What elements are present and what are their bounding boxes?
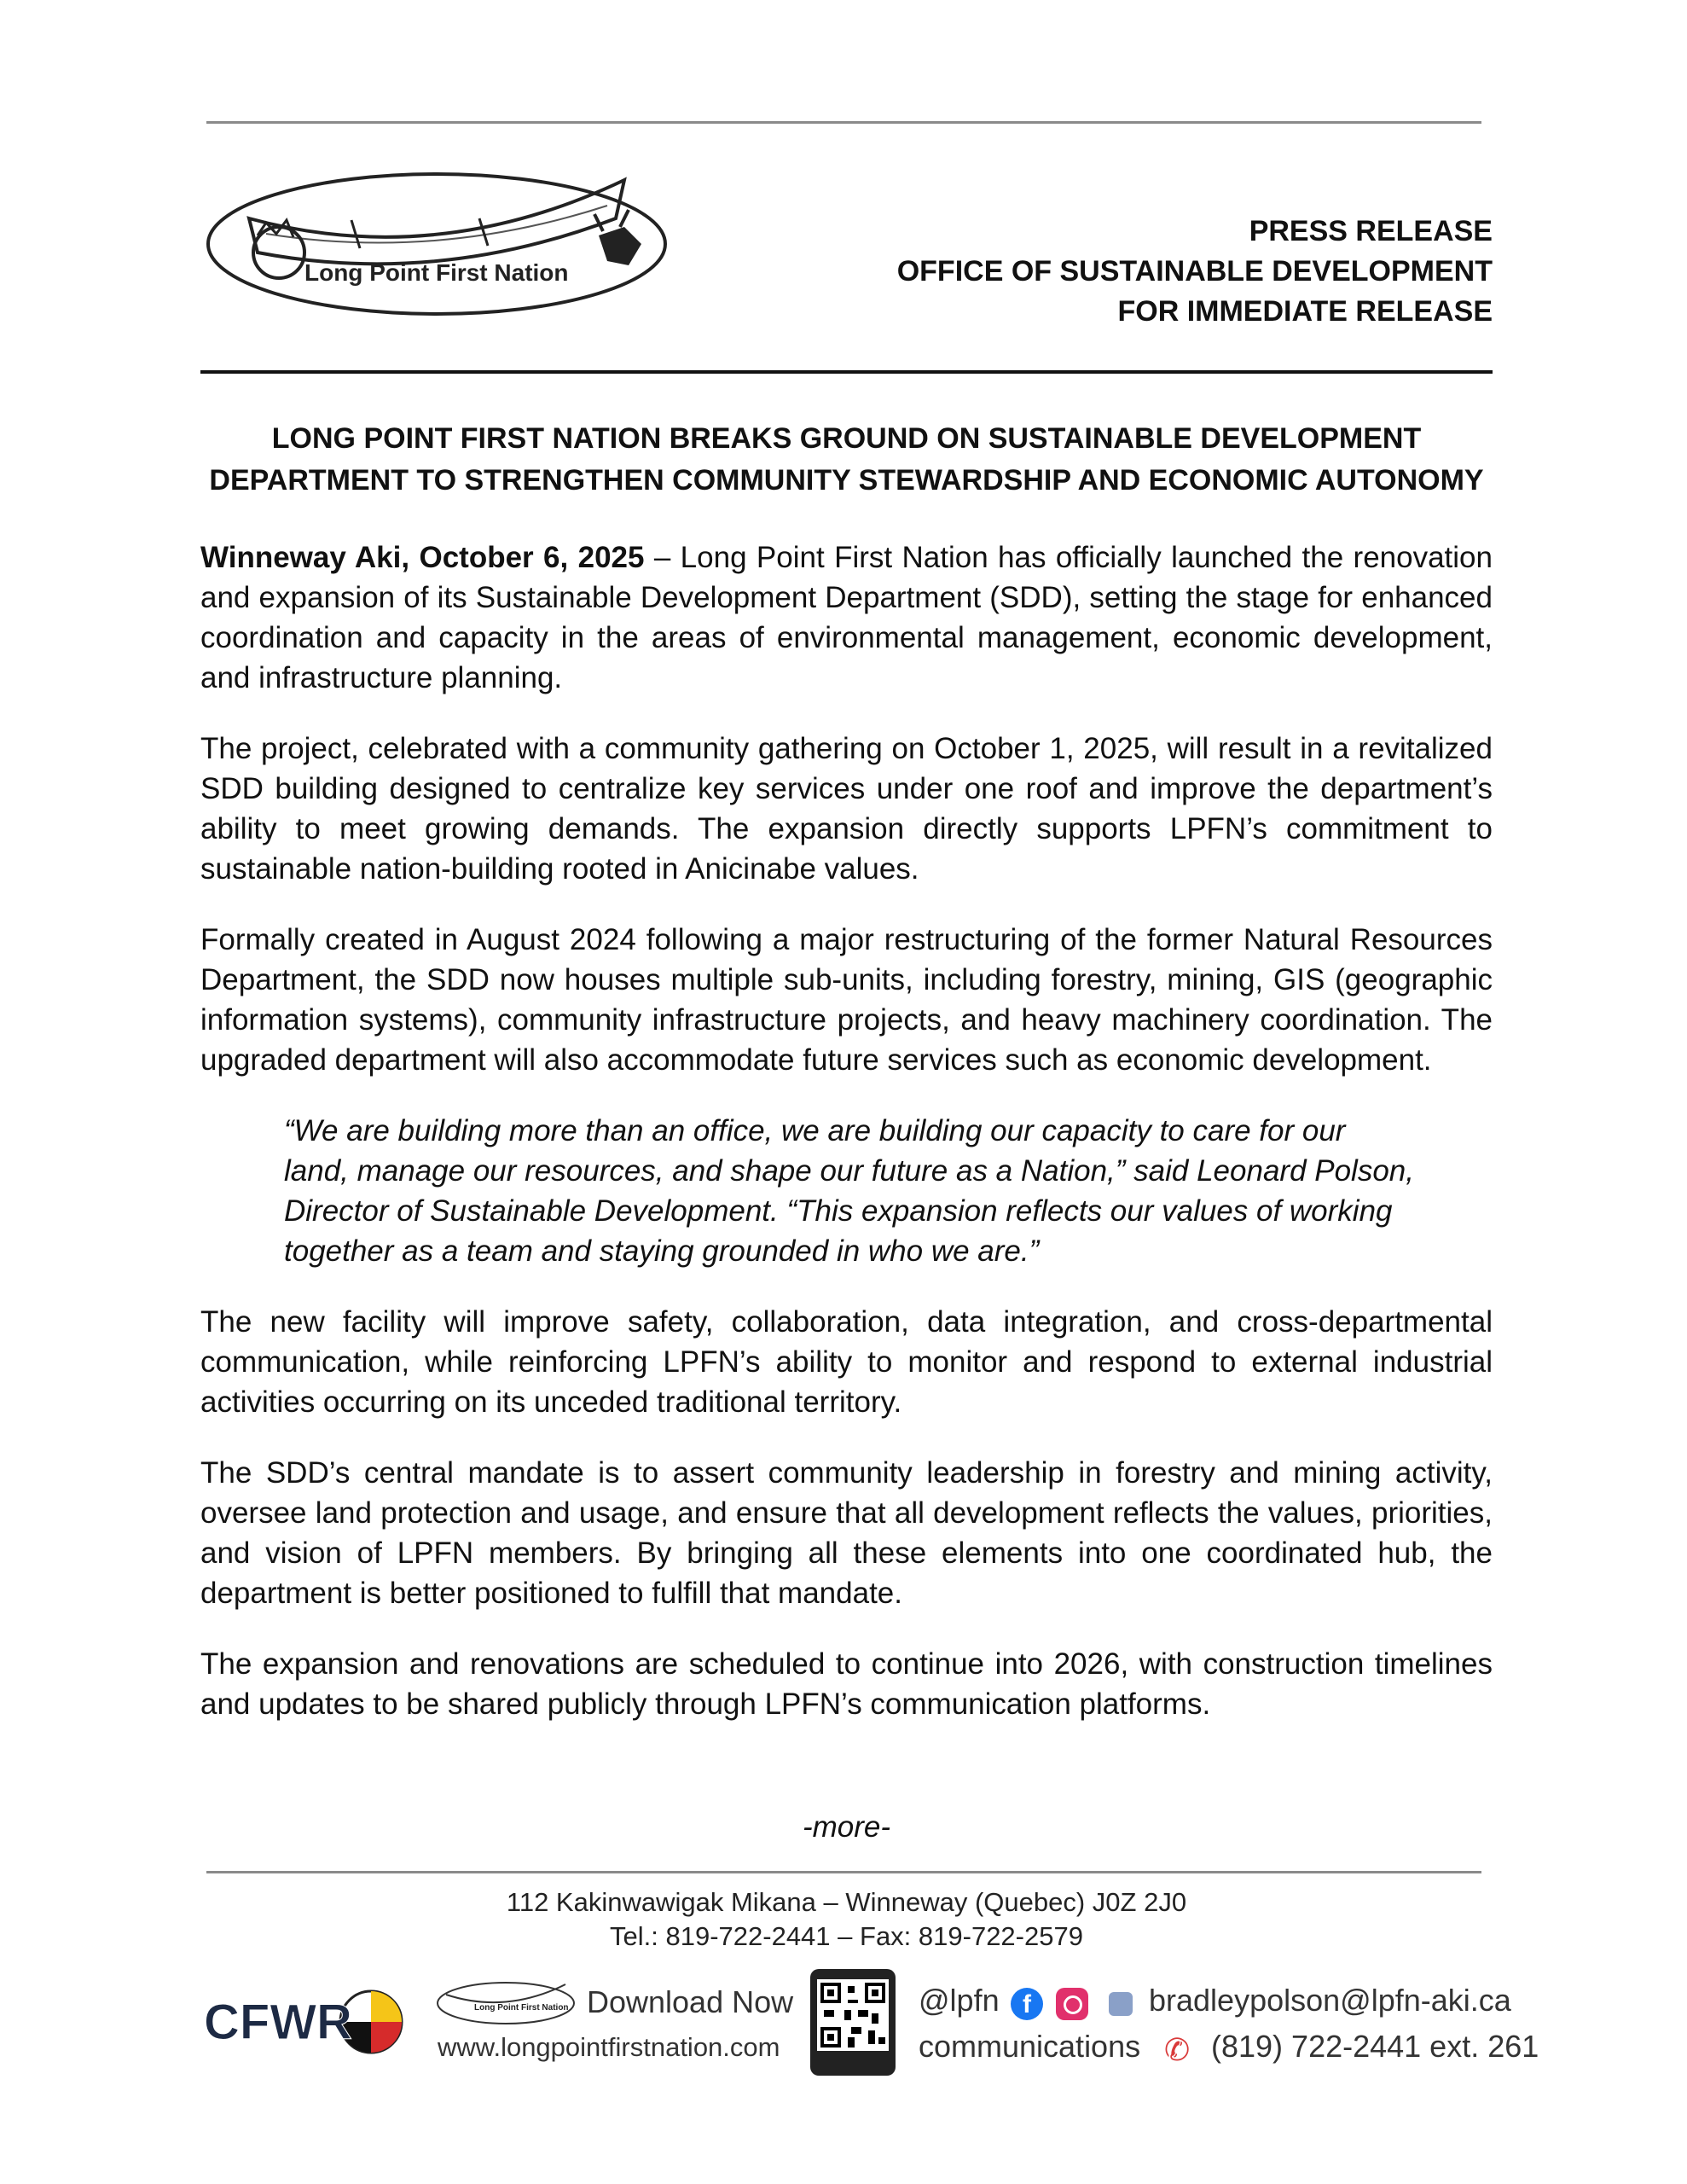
cfwr-logo-graphic — [200, 1979, 414, 2065]
footer-divider — [206, 1871, 1481, 1873]
mini-canoe-logo — [433, 1976, 578, 2027]
download-now-link[interactable]: Download Now — [587, 1984, 794, 2019]
paragraph-1-text: – Long Point First Nation has officially launched the renovation and expansion of its Sustainable Development Department (SDD), setting the stage for enhanced coordination and capacity in the areas of environmental management, economic development, and infrastructure planning. — [200, 541, 1493, 694]
cfwr-text: CFWR — [204, 1995, 352, 2050]
office-label: OFFICE OF SUSTAINABLE DEVELOPMENT — [896, 255, 1493, 288]
mini-canoe-graphic — [433, 1976, 578, 2027]
footer-address-block — [200, 1885, 1493, 1954]
footer-band — [200, 1969, 1539, 2080]
address: 112 Kakinwawigak Mikana – Winneway (Quebec) J0Z 2J0 — [506, 1887, 1187, 1917]
paragraph-4: The new facility will improve safety, collaboration, data integration, and cross-departmental communication, while reinforcing LPFN’s ability to monitor and respond to external industrial activities occurring on its unceded traditional territory. — [200, 1305, 1493, 1419]
email-icon — [1109, 1992, 1133, 2016]
paragraph-5: The SDD’s central mandate is to assert community leadership in forestry and mining activity, oversee land protection and usage, and ensure that all development reflects the values, priorities, and vision of LPFN members. By bringing all these elements into one coordinated hub, the department is better positioned to fulfill that mandate. — [200, 1456, 1493, 1610]
paragraph-6: The expansion and renovations are scheduled to continue into 2026, with construction timelines and updates to be shared publicly through LPFN’s communication platforms. — [200, 1647, 1493, 1721]
press-release-label: PRESS RELEASE — [1249, 215, 1493, 247]
top-divider — [206, 121, 1481, 124]
instagram-icon[interactable] — [1056, 1988, 1088, 2020]
director-quote: “We are building more than an office, we are building our capacity to care for our land, manage our resources, and shape our future as a Nation,” said Leonard Polson, Director of Sustainable Development. “This expansion reflects our values of working together as a team and staying grounded in who we are.” — [284, 1114, 1414, 1268]
headline-line-1: LONG POINT FIRST NATION BREAKS GROUND ON SUSTAINABLE DEVELOPMENT — [271, 422, 1422, 455]
qr-code[interactable] — [810, 1969, 896, 2076]
paragraph-3: Formally created in August 2024 following a major restructuring of the former Natural Resources Department, the SDD now houses multiple sub-units, including forestry, mining, GIS (geographic information systems), community infrastructure projects, and heavy machinery coordination. The upgraded department will also accommodate future services such as economic development. — [200, 923, 1493, 1077]
facebook-icon[interactable]: f — [1011, 1988, 1043, 2020]
logo-text: Long Point First Nation — [304, 259, 569, 286]
qr-pattern — [817, 1979, 889, 2051]
email-link[interactable]: bradleypolson@lpfn-aki.ca — [1149, 1983, 1511, 2018]
dateline: Winneway Aki, October 6, 2025 — [200, 541, 645, 574]
social-handle[interactable]: @lpfn — [919, 1983, 1000, 2018]
website-link[interactable]: www.longpointfirstnation.com — [438, 2032, 780, 2062]
canoe-logo-graphic — [198, 159, 675, 321]
communications-label: communications — [919, 2029, 1141, 2064]
mini-logo-text: Long Point First Nation — [474, 2003, 569, 2013]
immediate-release-label: FOR IMMEDIATE RELEASE — [1117, 295, 1493, 328]
more-indicator: -more- — [802, 1810, 891, 1844]
header-divider — [200, 370, 1493, 374]
long-point-first-nation-logo — [198, 159, 675, 321]
phone-icon: ✆ — [1164, 2032, 1191, 2067]
paragraph-2: The project, celebrated with a community gathering on October 1, 2025, will result in a revitalized SDD building designed to centralize key services under one roof and improve the department’s ability to meet growing demands. The expansion directly supports LPFN’s commitment to sustainable nation-building rooted in Anicinabe values. — [200, 732, 1493, 886]
paragraph-1 — [200, 537, 1493, 698]
phone-number[interactable]: (819) 722-2441 ext. 261 — [1211, 2029, 1539, 2064]
phone-fax: Tel.: 819-722-2441 – Fax: 819-722-2579 — [610, 1921, 1083, 1951]
cfwr-logo — [200, 1979, 414, 2065]
headline — [200, 418, 1493, 502]
article-body — [200, 537, 1493, 1755]
headline-line-2: DEPARTMENT TO STRENGTHEN COMMUNITY STEWARDSHIP AND ECONOMIC AUTONOMY — [209, 464, 1484, 497]
release-labels — [897, 212, 1493, 332]
